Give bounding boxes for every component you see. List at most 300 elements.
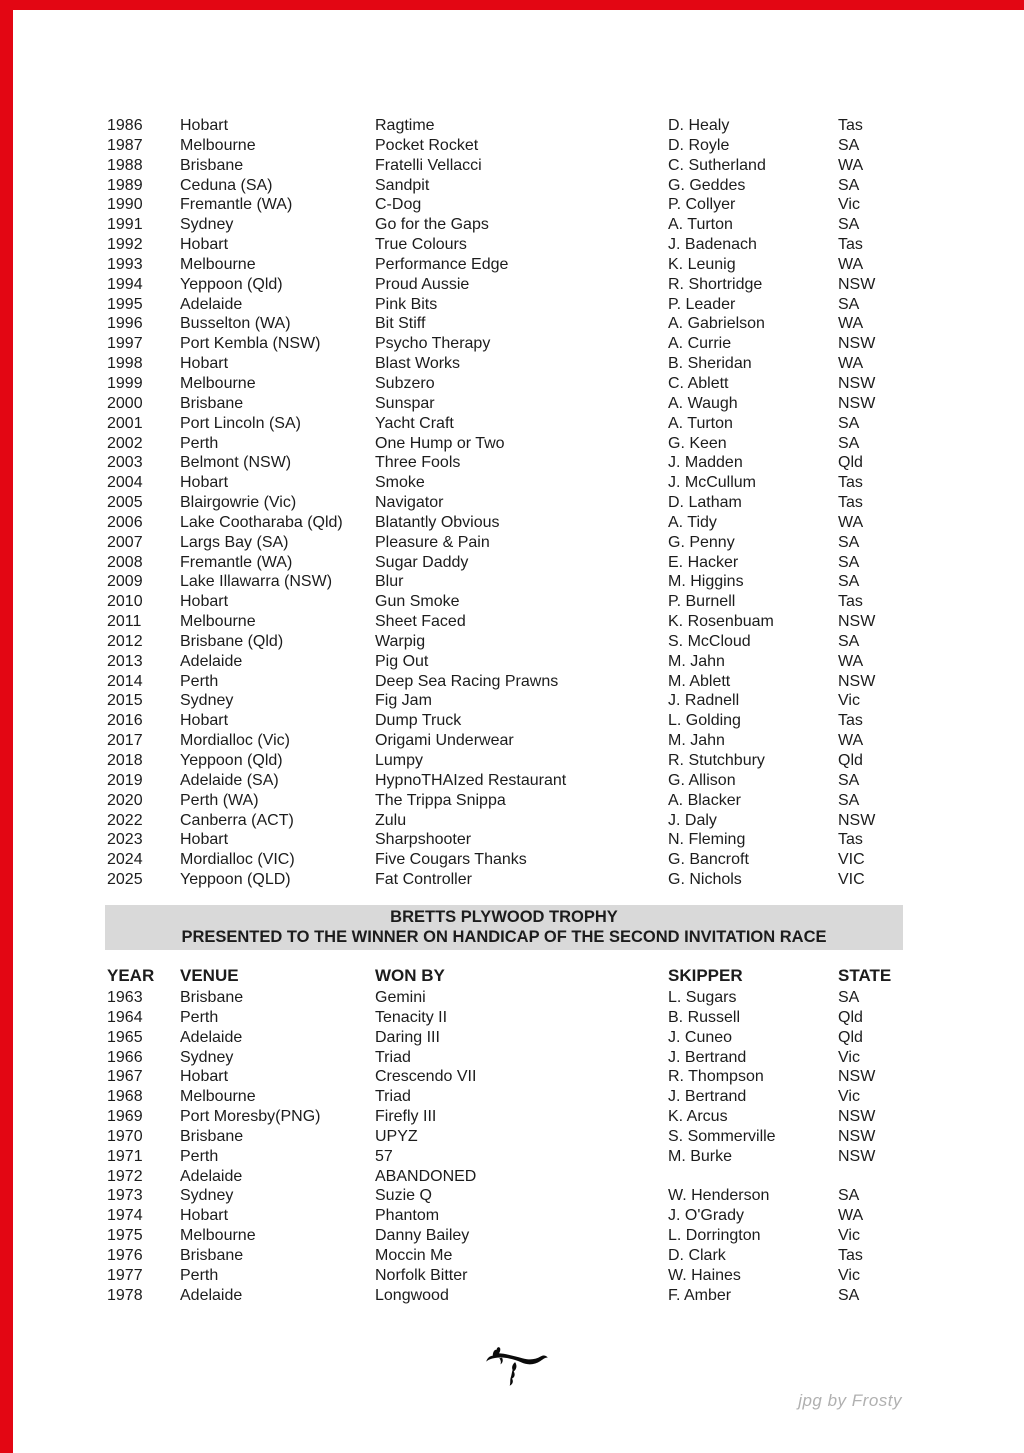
table-row — [107, 1067, 913, 1087]
skipper-cell: J. Madden — [668, 454, 743, 472]
year-cell: 2004 — [107, 474, 143, 492]
venue-cell: Brisbane (Qld) — [180, 632, 284, 650]
skipper-cell: D. Clark — [668, 1246, 726, 1264]
table-row — [107, 791, 913, 811]
won-by-cell: Dump Truck — [375, 712, 462, 730]
won-by-cell: Performance Edge — [375, 255, 509, 273]
table-row — [107, 592, 913, 612]
year-cell: 2007 — [107, 533, 143, 551]
won-by-cell: Sharpshooter — [375, 831, 472, 849]
venue-cell: Lake Cootharaba (Qld) — [180, 513, 343, 531]
won-by-cell: Warpig — [375, 632, 426, 650]
skipper-cell: G. Penny — [668, 533, 735, 551]
skipper-cell: M. Ablett — [668, 672, 731, 690]
skipper-cell: M. Jahn — [668, 732, 725, 750]
table-row — [107, 1226, 913, 1246]
table-row — [107, 850, 913, 870]
venue-cell: Largs Bay (SA) — [180, 533, 289, 551]
table-row — [107, 195, 913, 215]
state-cell: WA — [838, 513, 864, 531]
venue-cell: Port Kembla (NSW) — [180, 335, 321, 353]
venue-cell: Sydney — [180, 1048, 234, 1066]
won-by-cell: Danny Bailey — [375, 1227, 470, 1245]
table-row — [107, 275, 913, 295]
won-by-cell: Gemini — [375, 989, 426, 1006]
table-row — [107, 434, 913, 454]
venue-cell: Hobart — [180, 355, 229, 373]
venue-cell: Yeppoon (Qld) — [180, 275, 283, 293]
skipper-cell: E. Hacker — [668, 553, 739, 571]
won-by-cell: Pocket Rocket — [375, 136, 479, 154]
state-cell: WA — [838, 355, 864, 373]
skipper-cell: G. Nichols — [668, 871, 742, 889]
table-row — [107, 870, 913, 890]
venue-cell: Hobart — [180, 236, 229, 254]
table-row — [107, 1246, 913, 1266]
year-cell: 2020 — [107, 791, 143, 809]
skipper-cell: A. Currie — [668, 335, 732, 353]
state-cell: Tas — [838, 236, 863, 254]
state-cell: SA — [838, 414, 860, 432]
skipper-cell: A. Tidy — [668, 513, 717, 531]
venue-cell: Adelaide — [180, 1286, 243, 1304]
venue-cell: Port Moresby(PNG) — [180, 1108, 321, 1126]
table-row — [107, 295, 913, 315]
skipper-cell: J. O'Grady — [668, 1207, 744, 1225]
won-by-cell: Triad — [375, 1048, 411, 1066]
table-row — [107, 1008, 913, 1028]
year-cell: 2019 — [107, 771, 143, 789]
table-row — [107, 751, 913, 771]
year-cell: 1992 — [107, 236, 143, 254]
table-row — [107, 612, 913, 632]
table-row — [107, 553, 913, 573]
venue-cell: Perth — [180, 1008, 219, 1026]
state-cell: Qld — [838, 1008, 863, 1026]
state-cell: WA — [838, 315, 864, 333]
year-cell: 1995 — [107, 295, 143, 313]
won-by-cell: Sheet Faced — [375, 613, 466, 631]
year-cell: 1999 — [107, 374, 143, 392]
skipper-cell: R. Shortridge — [668, 275, 763, 293]
year-cell: 1966 — [107, 1048, 143, 1066]
won-by-cell: Suzie Q — [375, 1187, 432, 1205]
table-row — [107, 414, 913, 434]
venue-cell: Perth (WA) — [180, 791, 259, 809]
state-cell: SA — [838, 1286, 860, 1304]
won-by-cell: Zulu — [375, 811, 407, 829]
skipper-cell: B. Russell — [668, 1008, 741, 1026]
won-by-cell: Pleasure & Pain — [375, 533, 490, 551]
venue-cell: Ceduna (SA) — [180, 176, 273, 194]
trophy-table-header — [107, 966, 913, 986]
year-cell: 1975 — [107, 1227, 143, 1245]
table-row — [107, 1147, 913, 1167]
skipper-cell: K. Leunig — [668, 255, 736, 273]
skipper-cell: G. Allison — [668, 771, 736, 789]
won-by-cell: Yacht Craft — [375, 414, 454, 432]
won-by-cell: Pig Out — [375, 652, 429, 670]
year-cell: 1994 — [107, 275, 143, 293]
state-cell: WA — [838, 156, 864, 174]
skipper-cell: G. Bancroft — [668, 851, 749, 869]
page-edge-top-red-band — [0, 0, 1024, 10]
skipper-cell: P. Collyer — [668, 196, 736, 214]
year-cell: 1973 — [107, 1187, 143, 1205]
year-cell: 1976 — [107, 1246, 143, 1264]
skipper-cell: A. Waugh — [668, 394, 738, 412]
venue-cell: Brisbane — [180, 156, 244, 174]
year-cell: 2013 — [107, 652, 143, 670]
year-cell: 2025 — [107, 871, 143, 889]
won-by-cell: Origami Underwear — [375, 732, 514, 750]
skipper-cell: M. Jahn — [668, 652, 725, 670]
state-cell: WA — [838, 652, 864, 670]
skipper-cell: J. Daly — [668, 811, 717, 829]
won-by-cell: Blur — [375, 573, 404, 591]
state-cell: WA — [838, 732, 864, 750]
skipper-cell: G. Keen — [668, 434, 727, 452]
won-by-cell: C-Dog — [375, 196, 422, 214]
skipper-cell: D. Royle — [668, 136, 730, 154]
skipper-cell: J. Bertrand — [668, 1088, 747, 1106]
skipper-cell: J. McCullum — [668, 474, 757, 492]
year-cell: 1989 — [107, 176, 143, 194]
year-cell: 1970 — [107, 1127, 143, 1145]
year-cell: 2012 — [107, 632, 143, 650]
state-cell: NSW — [838, 374, 876, 392]
year-cell: 1977 — [107, 1266, 143, 1284]
skipper-cell: S. Sommerville — [668, 1127, 776, 1145]
year-cell: 2015 — [107, 692, 143, 710]
perpetual-results-table — [107, 116, 913, 890]
table-row — [107, 1266, 913, 1286]
state-cell: Qld — [838, 454, 863, 472]
page-edge-left-red-band — [0, 0, 13, 1453]
state-cell: NSW — [838, 1147, 876, 1165]
won-by-cell: Firefly III — [375, 1108, 437, 1126]
won-by-cell: Moccin Me — [375, 1246, 453, 1264]
table-row — [107, 235, 913, 255]
state-cell: SA — [838, 533, 860, 551]
year-cell: 1965 — [107, 1028, 143, 1046]
state-cell: Vic — [838, 1048, 860, 1066]
venue-cell: Brisbane — [180, 1127, 244, 1145]
won-by-cell: Navigator — [375, 494, 444, 512]
year-cell: 1969 — [107, 1108, 143, 1126]
venue-cell: Sydney — [180, 216, 234, 234]
table-row — [107, 1286, 913, 1306]
table-row — [107, 572, 913, 592]
skipper-cell: J. Radnell — [668, 692, 740, 710]
table-row — [107, 1206, 913, 1226]
table-row — [107, 830, 913, 850]
state-cell: Qld — [838, 752, 863, 769]
venue-cell: Brisbane — [180, 394, 244, 412]
state-cell: SA — [838, 434, 860, 452]
won-by-cell: Five Cougars Thanks — [375, 851, 527, 869]
skipper-cell: C. Ablett — [668, 374, 729, 392]
venue-cell: Brisbane — [180, 1246, 244, 1264]
venue-cell: Mordialloc (VIC) — [180, 851, 295, 869]
won-by-cell: Lumpy — [375, 752, 424, 769]
state-cell — [838, 1167, 913, 1187]
skipper-cell: P. Leader — [668, 295, 736, 313]
state-cell: Tas — [838, 117, 863, 134]
table-row — [107, 1028, 913, 1048]
venue-cell: Adelaide — [180, 1167, 243, 1185]
venue-cell: Lake Illawarra (NSW) — [180, 573, 333, 591]
table-row — [107, 1107, 913, 1127]
year-cell: 1997 — [107, 335, 143, 353]
year-cell: 2006 — [107, 513, 143, 531]
state-cell: SA — [838, 216, 860, 234]
state-cell: NSW — [838, 1068, 876, 1086]
state-cell: Vic — [838, 1088, 860, 1106]
skipper-cell: R. Thompson — [668, 1068, 764, 1086]
year-cell: 2009 — [107, 573, 143, 591]
state-cell: Tas — [838, 712, 863, 730]
year-cell: 2023 — [107, 831, 143, 849]
year-cell: 2005 — [107, 494, 143, 512]
venue-cell: Hobart — [180, 1207, 229, 1225]
kangaroo-icon — [486, 1340, 548, 1390]
state-cell: NSW — [838, 613, 876, 631]
state-cell: SA — [838, 989, 860, 1006]
venue-cell: Perth — [180, 434, 219, 452]
state-cell: Vic — [838, 1266, 860, 1284]
table-row — [107, 473, 913, 493]
won-by-cell: Blatantly Obvious — [375, 513, 500, 531]
won-by-cell: Blast Works — [375, 355, 461, 373]
year-cell: 1968 — [107, 1088, 143, 1106]
won-by-cell: Subzero — [375, 374, 435, 392]
venue-cell: Melbourne — [180, 374, 256, 392]
won-by-cell: True Colours — [375, 236, 467, 254]
table-row — [107, 334, 913, 354]
venue-cell: Melbourne — [180, 1088, 256, 1106]
table-row — [107, 1186, 913, 1206]
table-row — [107, 533, 913, 553]
table-row — [107, 513, 913, 533]
won-by-cell: Triad — [375, 1088, 411, 1106]
won-by-cell: Phantom — [375, 1207, 440, 1225]
year-cell: 1972 — [107, 1167, 143, 1185]
table-row — [107, 493, 913, 513]
trophy-subtitle: PRESENTED TO THE WINNER ON HANDICAP OF THE SECOND INVITATION RACE — [181, 928, 827, 946]
venue-cell: Adelaide — [180, 1028, 243, 1046]
skipper-cell: J. Badenach — [668, 236, 757, 254]
state-cell: NSW — [838, 394, 876, 412]
skipper-cell: S. McCloud — [668, 632, 751, 650]
venue-cell: Canberra (ACT) — [180, 811, 294, 829]
venue-cell: Yeppoon (Qld) — [180, 752, 283, 769]
table-row — [107, 156, 913, 176]
table-row — [107, 374, 913, 394]
won-by-cell: Fat Controller — [375, 871, 472, 889]
year-cell: 1971 — [107, 1147, 143, 1165]
won-by-cell: ABANDONED — [375, 1167, 477, 1185]
venue-cell: Adelaide — [180, 652, 243, 670]
venue-cell: Blairgowrie (Vic) — [180, 494, 297, 512]
state-cell: WA — [838, 255, 864, 273]
venue-cell: Belmont (NSW) — [180, 454, 292, 472]
venue-cell: Hobart — [180, 1068, 229, 1086]
won-by-cell: Sandpit — [375, 176, 430, 194]
won-by-cell: Longwood — [375, 1286, 449, 1304]
state-cell: Tas — [838, 593, 863, 611]
trophy-results-table — [107, 988, 913, 1306]
won-by-cell: 57 — [375, 1147, 393, 1165]
watermark-credit: jpg by Frosty — [798, 1391, 902, 1410]
venue-cell: Sydney — [180, 692, 234, 710]
won-by-cell: Fig Jam — [375, 692, 432, 710]
won-by-cell: Proud Aussie — [375, 275, 470, 293]
state-cell: Tas — [838, 474, 863, 492]
state-cell: Vic — [838, 196, 860, 214]
skipper-cell: A. Turton — [668, 216, 733, 234]
venue-cell: Perth — [180, 1147, 219, 1165]
won-by-cell: Tenacity II — [375, 1008, 448, 1026]
state-cell: Vic — [838, 1227, 860, 1245]
won-by-cell: One Hump or Two — [375, 434, 505, 452]
year-cell: 1998 — [107, 355, 143, 373]
table-row — [107, 652, 913, 672]
table-row — [107, 215, 913, 235]
year-cell: 2001 — [107, 414, 143, 432]
year-cell: 2016 — [107, 712, 143, 730]
table-row — [107, 453, 913, 473]
venue-cell: Mordialloc (Vic) — [180, 732, 290, 750]
bretts-plywood-trophy-banner — [105, 905, 903, 950]
year-cell: 1991 — [107, 216, 143, 234]
year-cell: 1988 — [107, 156, 143, 174]
venue-cell: Melbourne — [180, 255, 256, 273]
table-row — [107, 691, 913, 711]
venue-cell: Port Lincoln (SA) — [180, 414, 301, 432]
year-cell: 2002 — [107, 434, 143, 452]
year-cell: 1967 — [107, 1068, 143, 1086]
won-by-cell: HypnoTHAIzed Restaurant — [375, 771, 567, 789]
table-row — [107, 632, 913, 652]
year-cell: 1974 — [107, 1207, 143, 1225]
table-row — [107, 811, 913, 831]
skipper-cell: L. Golding — [668, 712, 741, 730]
state-cell: Qld — [838, 1028, 863, 1046]
venue-cell: Hobart — [180, 831, 229, 849]
table-row — [107, 394, 913, 414]
state-cell: NSW — [838, 1127, 876, 1145]
table-row — [107, 711, 913, 731]
won-by-cell: The Trippa Snippa — [375, 791, 506, 809]
venue-cell: Fremantle (WA) — [180, 553, 293, 571]
year-cell: 1987 — [107, 136, 143, 154]
year-cell: 1996 — [107, 315, 143, 333]
venue-cell: Adelaide (SA) — [180, 771, 279, 789]
table-row — [107, 255, 913, 275]
won-by-cell: Fratelli Vellacci — [375, 156, 482, 174]
skipper-cell: A. Turton — [668, 414, 733, 432]
skipper-cell: A. Gabrielson — [668, 315, 765, 333]
column-header-won-by: WON BY — [375, 966, 445, 985]
table-row — [107, 1087, 913, 1107]
table-row — [107, 988, 913, 1008]
venue-cell: Busselton (WA) — [180, 315, 291, 333]
skipper-cell: F. Amber — [668, 1286, 732, 1304]
venue-cell: Brisbane — [180, 989, 244, 1006]
skipper-cell — [668, 1167, 838, 1187]
venue-cell: Melbourne — [180, 613, 256, 631]
year-cell: 2000 — [107, 394, 143, 412]
state-cell: WA — [838, 1207, 864, 1225]
table-row — [107, 1167, 913, 1187]
column-header-skipper: SKIPPER — [668, 966, 743, 985]
skipper-cell: W. Henderson — [668, 1187, 770, 1205]
table-row — [107, 672, 913, 692]
venue-cell: Adelaide — [180, 295, 243, 313]
year-cell: 2022 — [107, 811, 143, 829]
year-cell: 2003 — [107, 454, 143, 472]
won-by-cell: Bit Stiff — [375, 315, 426, 333]
skipper-cell: D. Latham — [668, 494, 742, 512]
state-cell: Tas — [838, 494, 863, 512]
year-cell: 2024 — [107, 851, 143, 869]
venue-cell: Melbourne — [180, 136, 256, 154]
table-row — [107, 1048, 913, 1068]
won-by-cell: Pink Bits — [375, 295, 438, 313]
state-cell: Tas — [838, 831, 863, 849]
skipper-cell: P. Burnell — [668, 593, 736, 611]
won-by-cell: Three Fools — [375, 454, 461, 472]
won-by-cell: Daring III — [375, 1028, 440, 1046]
won-by-cell: Deep Sea Racing Prawns — [375, 672, 559, 690]
year-cell: 2010 — [107, 593, 143, 611]
venue-cell: Hobart — [180, 474, 229, 492]
year-cell: 2008 — [107, 553, 143, 571]
won-by-cell: Sugar Daddy — [375, 553, 469, 571]
state-cell: SA — [838, 553, 860, 571]
skipper-cell: J. Cuneo — [668, 1028, 733, 1046]
state-cell: SA — [838, 136, 860, 154]
venue-cell: Yeppoon (QLD) — [180, 871, 291, 889]
year-cell: 2017 — [107, 732, 143, 750]
venue-cell: Hobart — [180, 593, 229, 611]
year-cell: 1963 — [107, 989, 143, 1006]
skipper-cell: M. Higgins — [668, 573, 744, 591]
year-cell: 1990 — [107, 196, 143, 214]
won-by-cell: Ragtime — [375, 117, 435, 134]
won-by-cell: Psycho Therapy — [375, 335, 491, 353]
table-row — [107, 731, 913, 751]
skipper-cell: A. Blacker — [668, 791, 741, 809]
column-header-state: STATE — [838, 966, 892, 985]
year-cell: 2014 — [107, 672, 143, 690]
won-by-cell: Crescendo VII — [375, 1068, 477, 1086]
skipper-cell: G. Geddes — [668, 176, 746, 194]
skipper-cell: R. Stutchbury — [668, 752, 765, 769]
table-row — [107, 1127, 913, 1147]
venue-cell: Melbourne — [180, 1227, 256, 1245]
won-by-cell: Go for the Gaps — [375, 216, 489, 234]
venue-cell: Perth — [180, 672, 219, 690]
skipper-cell: D. Healy — [668, 117, 730, 134]
skipper-cell: C. Sutherland — [668, 156, 766, 174]
year-cell: 2011 — [107, 613, 142, 631]
state-cell: Tas — [838, 1246, 863, 1264]
skipper-cell: W. Haines — [668, 1266, 741, 1284]
won-by-cell: Sunspar — [375, 394, 435, 412]
venue-cell: Fremantle (WA) — [180, 196, 293, 214]
